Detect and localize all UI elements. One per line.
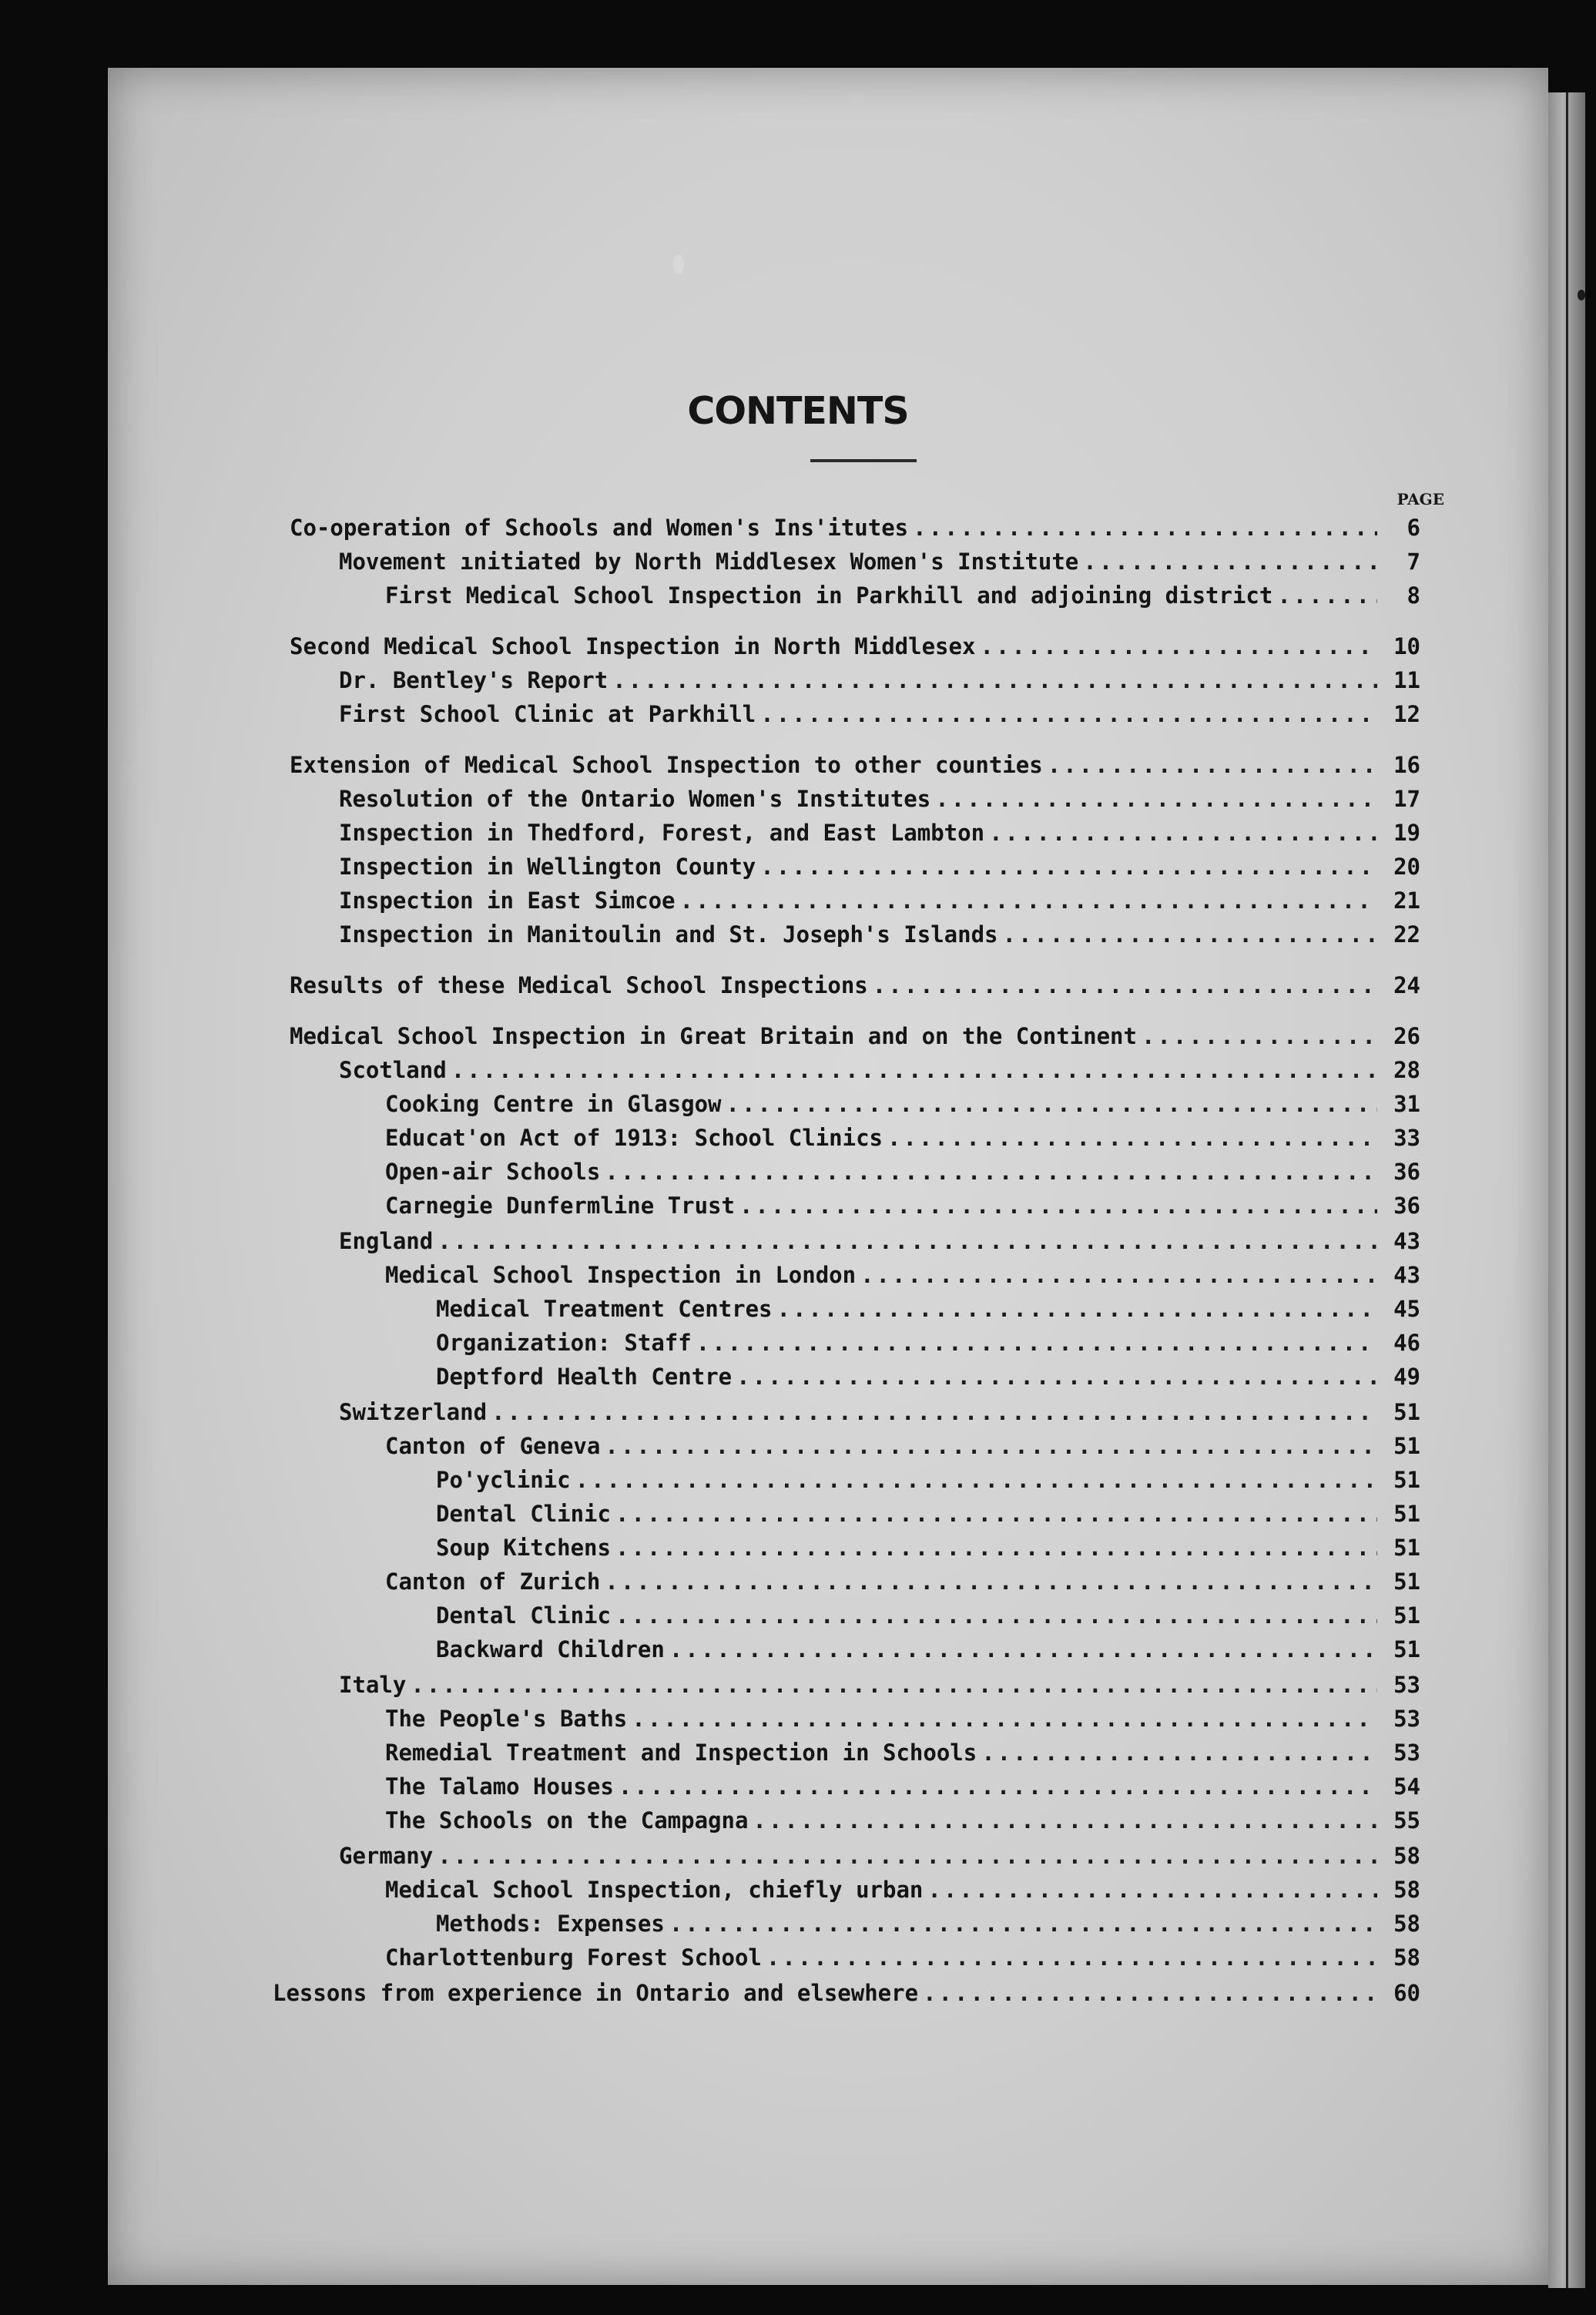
toc-entry-title: Inspection in East Simcoe (339, 887, 676, 914)
toc-entry (339, 1399, 1420, 1430)
dot-leader (860, 1262, 1377, 1288)
dot-leader (1277, 582, 1377, 609)
dot-leader (451, 1057, 1377, 1083)
toc-entry (339, 854, 1420, 884)
toc-entry-title: Educat'on Act of 1913: School Clinics (385, 1125, 884, 1151)
toc-entry-page: 22 (1393, 921, 1420, 948)
toc-entry (273, 1980, 1420, 2011)
toc-entry-page: 28 (1393, 1057, 1420, 1083)
dot-leader (887, 1125, 1377, 1151)
dot-leader (739, 1193, 1377, 1219)
toc-entry-title: Results of these Medical School Inspections (290, 972, 868, 998)
toc-entry (290, 515, 1420, 545)
toc-entry-title: Resolution of the Ontario Women's Institutes (339, 786, 931, 812)
dot-leader (1083, 549, 1377, 575)
toc-entry-title: Italy (339, 1672, 407, 1698)
dot-leader (989, 820, 1377, 846)
toc-entry-title: Charlottenburg Forest School (385, 1944, 762, 1971)
toc-entry-page: 51 (1393, 1467, 1420, 1493)
dot-leader (615, 1602, 1377, 1629)
toc-entry-title: First School Clinic at Parkhill (339, 701, 756, 727)
toc-entry-title: Dental Clinic (436, 1602, 611, 1629)
toc-entry-title: Germany (339, 1843, 434, 1869)
toc-entry-title: Lessons from experience in Ontario and elsewhere (273, 1980, 919, 2006)
toc-entry (290, 1023, 1420, 1054)
dot-leader (980, 633, 1377, 659)
toc-entry-title: Carnegie Dunfermline Trust (385, 1193, 735, 1219)
toc-entry (436, 1364, 1420, 1394)
toc-entry-title: Remedial Treatment and Inspection in Schools (385, 1740, 977, 1766)
toc-entry-page: 46 (1393, 1330, 1420, 1356)
toc-entry (436, 1296, 1420, 1327)
toc-entry-title: Po'yclinic (436, 1467, 571, 1493)
toc-entry-page: 36 (1393, 1159, 1420, 1185)
dot-leader (760, 701, 1377, 727)
toc-entry-title: The People's Baths (385, 1706, 628, 1732)
dot-leader (873, 972, 1377, 998)
toc-entry-title: Organization: Staff (436, 1330, 692, 1356)
toc-entry-page: 51 (1393, 1636, 1420, 1662)
toc-entry (436, 1535, 1420, 1565)
toc-entry-page: 17 (1393, 786, 1420, 812)
dot-leader (411, 1672, 1377, 1698)
toc-entry-title: Open-air Schools (385, 1159, 601, 1185)
toc-entry-page: 53 (1393, 1706, 1420, 1732)
dot-leader (615, 1535, 1377, 1561)
toc-entry-page: 10 (1393, 633, 1420, 659)
dot-leader (766, 1944, 1377, 1971)
toc-entry (385, 1773, 1420, 1804)
toc-entry-page: 7 (1407, 549, 1420, 575)
toc-entry (436, 1330, 1420, 1360)
toc-entry (436, 1501, 1420, 1532)
dot-leader (669, 1636, 1377, 1662)
dot-leader (726, 1091, 1378, 1117)
toc-entry (290, 633, 1420, 664)
toc-entry-page: 21 (1393, 887, 1420, 914)
dot-leader (612, 667, 1377, 693)
toc-entry (339, 921, 1420, 952)
dot-leader (575, 1467, 1377, 1493)
toc-entry-page: 12 (1393, 701, 1420, 727)
toc-entry-title: Switzerland (339, 1399, 488, 1425)
toc-entry-title: Movement ınitiated by North Middlesex Women's Institute (339, 549, 1079, 575)
toc-entry-page: 58 (1393, 1944, 1420, 1971)
toc-entry (385, 1706, 1420, 1736)
toc-entry-page: 58 (1393, 1911, 1420, 1937)
toc-entry (385, 1159, 1420, 1189)
toc-entry-title: Dr. Bentley's Report (339, 667, 609, 693)
dot-leader (615, 1501, 1377, 1527)
toc-entry (339, 820, 1420, 851)
dot-leader (605, 1433, 1377, 1459)
dot-leader (1142, 1023, 1377, 1049)
toc-entry-page: 8 (1407, 582, 1420, 609)
page-title: CONTENTS (687, 388, 909, 433)
dot-leader (669, 1911, 1377, 1937)
toc-entry-title: Inspection in Wellington County (339, 854, 756, 880)
toc-entry-title: Inspection in Thedford, Forest, and East Lambton (339, 820, 985, 846)
toc-entry (385, 1433, 1420, 1464)
toc-entry-page: 36 (1393, 1193, 1420, 1219)
toc-entry-title: Canton of Geneva (385, 1433, 601, 1459)
toc-entry-page: 16 (1393, 752, 1420, 778)
toc-entry (385, 1568, 1420, 1599)
toc-entry (339, 786, 1420, 817)
toc-entry-page: 45 (1393, 1296, 1420, 1322)
toc-entry-page: 51 (1393, 1535, 1420, 1561)
toc-entry-page: 58 (1393, 1877, 1420, 1903)
toc-entry (385, 1807, 1420, 1838)
toc-entry (436, 1636, 1420, 1667)
toc-entry (385, 582, 1420, 613)
toc-entry-title: Medical School Inspection, chiefly urban (385, 1877, 924, 1903)
toc-entry (385, 1944, 1420, 1975)
toc-entry (385, 1740, 1420, 1770)
dot-leader (927, 1877, 1377, 1903)
dot-leader (605, 1568, 1377, 1595)
toc-entry (290, 972, 1420, 1003)
toc-entry-title: Extension of Medical School Inspection to other counties (290, 752, 1043, 778)
toc-entry-title: Second Medical School Inspection in North Middlesex (290, 633, 976, 659)
toc-entry-title: Medical School Inspection in London (385, 1262, 857, 1288)
toc-entry-title: The Schools on the Campagna (385, 1807, 749, 1834)
toc-entry-page: 31 (1393, 1091, 1420, 1117)
toc-entry (385, 1125, 1420, 1156)
toc-entry (339, 1057, 1420, 1088)
toc-entry-page: 54 (1393, 1773, 1420, 1800)
toc-entry-page: 55 (1393, 1807, 1420, 1834)
toc-entry-title: Dental Clinic (436, 1501, 611, 1527)
toc-entry-title: The Talamo Houses (385, 1773, 614, 1800)
toc-entry-title: Co-operation of Schools and Women's Ins'itutes (290, 515, 909, 541)
dot-leader (1048, 752, 1377, 778)
toc-entry (290, 752, 1420, 783)
toc-entry (385, 1193, 1420, 1223)
dot-leader (619, 1773, 1377, 1800)
toc-entry-title: Deptford Health Centre (436, 1364, 733, 1390)
toc-entry-page: 43 (1393, 1228, 1420, 1254)
dot-leader (696, 1330, 1377, 1356)
toc-entry-page: 58 (1393, 1843, 1420, 1869)
toc-entry-title: Scotland (339, 1057, 447, 1083)
dot-leader (913, 515, 1377, 541)
toc-entry-page: 51 (1393, 1399, 1420, 1425)
toc-entry-page: 51 (1393, 1501, 1420, 1527)
toc-entry-page: 26 (1393, 1023, 1420, 1049)
toc-entry (385, 1091, 1420, 1122)
toc-entry-title: Backward Children (436, 1636, 665, 1662)
toc-entry-title: Inspection in Manitoulin and St. Joseph's Islands (339, 921, 998, 948)
toc-entry-page: 49 (1393, 1364, 1420, 1390)
toc-entry-page: 53 (1393, 1740, 1420, 1766)
dot-leader (632, 1706, 1377, 1732)
dot-leader (438, 1843, 1377, 1869)
toc-entry (339, 887, 1420, 918)
dot-leader (760, 854, 1377, 880)
toc-entry (385, 1877, 1420, 1907)
toc-entry-page: 19 (1393, 820, 1420, 846)
toc-entry (339, 667, 1420, 698)
dot-leader (923, 1980, 1377, 2006)
toc-entry-page: 20 (1393, 854, 1420, 880)
dot-leader (680, 887, 1378, 914)
toc-entry (436, 1911, 1420, 1941)
toc-entry-page: 33 (1393, 1125, 1420, 1151)
toc-entry-title: Canton of Zurich (385, 1568, 601, 1595)
toc-entry-title: England (339, 1228, 434, 1254)
page-column-label: PAGE (1396, 490, 1444, 508)
toc-entry-page: 51 (1393, 1602, 1420, 1629)
toc-entry-title: Medical School Inspection in Great Britain and on the Continent (290, 1023, 1137, 1049)
toc-entry-title: First Medical School Inspection in Parkhill and adjoining district (385, 582, 1273, 609)
dot-leader (438, 1228, 1377, 1254)
dot-leader (935, 786, 1377, 812)
dot-leader (736, 1364, 1377, 1390)
dot-leader (753, 1807, 1377, 1834)
dot-leader (1003, 921, 1377, 948)
toc-entry-page: 51 (1393, 1568, 1420, 1595)
toc-entry-page: 24 (1393, 972, 1420, 998)
dot-leader (777, 1296, 1378, 1322)
toc-entry-title: Methods: Expenses (436, 1911, 665, 1937)
dot-leader (491, 1399, 1377, 1425)
toc-entry-page: 53 (1393, 1672, 1420, 1698)
toc-entry (339, 1672, 1420, 1703)
toc-entry (339, 1843, 1420, 1874)
toc-entry-title: Cooking Centre in Glasgow (385, 1091, 722, 1117)
toc-entry-title: Medical Treatment Centres (436, 1296, 773, 1322)
toc-entry (339, 701, 1420, 732)
toc-entry-page: 51 (1393, 1433, 1420, 1459)
dot-leader (981, 1740, 1377, 1766)
toc-entry-title: Soup Kitchens (436, 1535, 611, 1561)
toc-entry-page: 43 (1393, 1262, 1420, 1288)
toc-entry-page: 60 (1393, 1980, 1420, 2006)
toc-entry (339, 549, 1420, 579)
toc-entry (436, 1602, 1420, 1633)
toc-entry (339, 1228, 1420, 1259)
toc-entry-page: 11 (1393, 667, 1420, 693)
toc-entry (385, 1262, 1420, 1293)
toc-entry (436, 1467, 1420, 1498)
toc-entry-page: 6 (1407, 515, 1420, 541)
dot-leader (605, 1159, 1377, 1185)
